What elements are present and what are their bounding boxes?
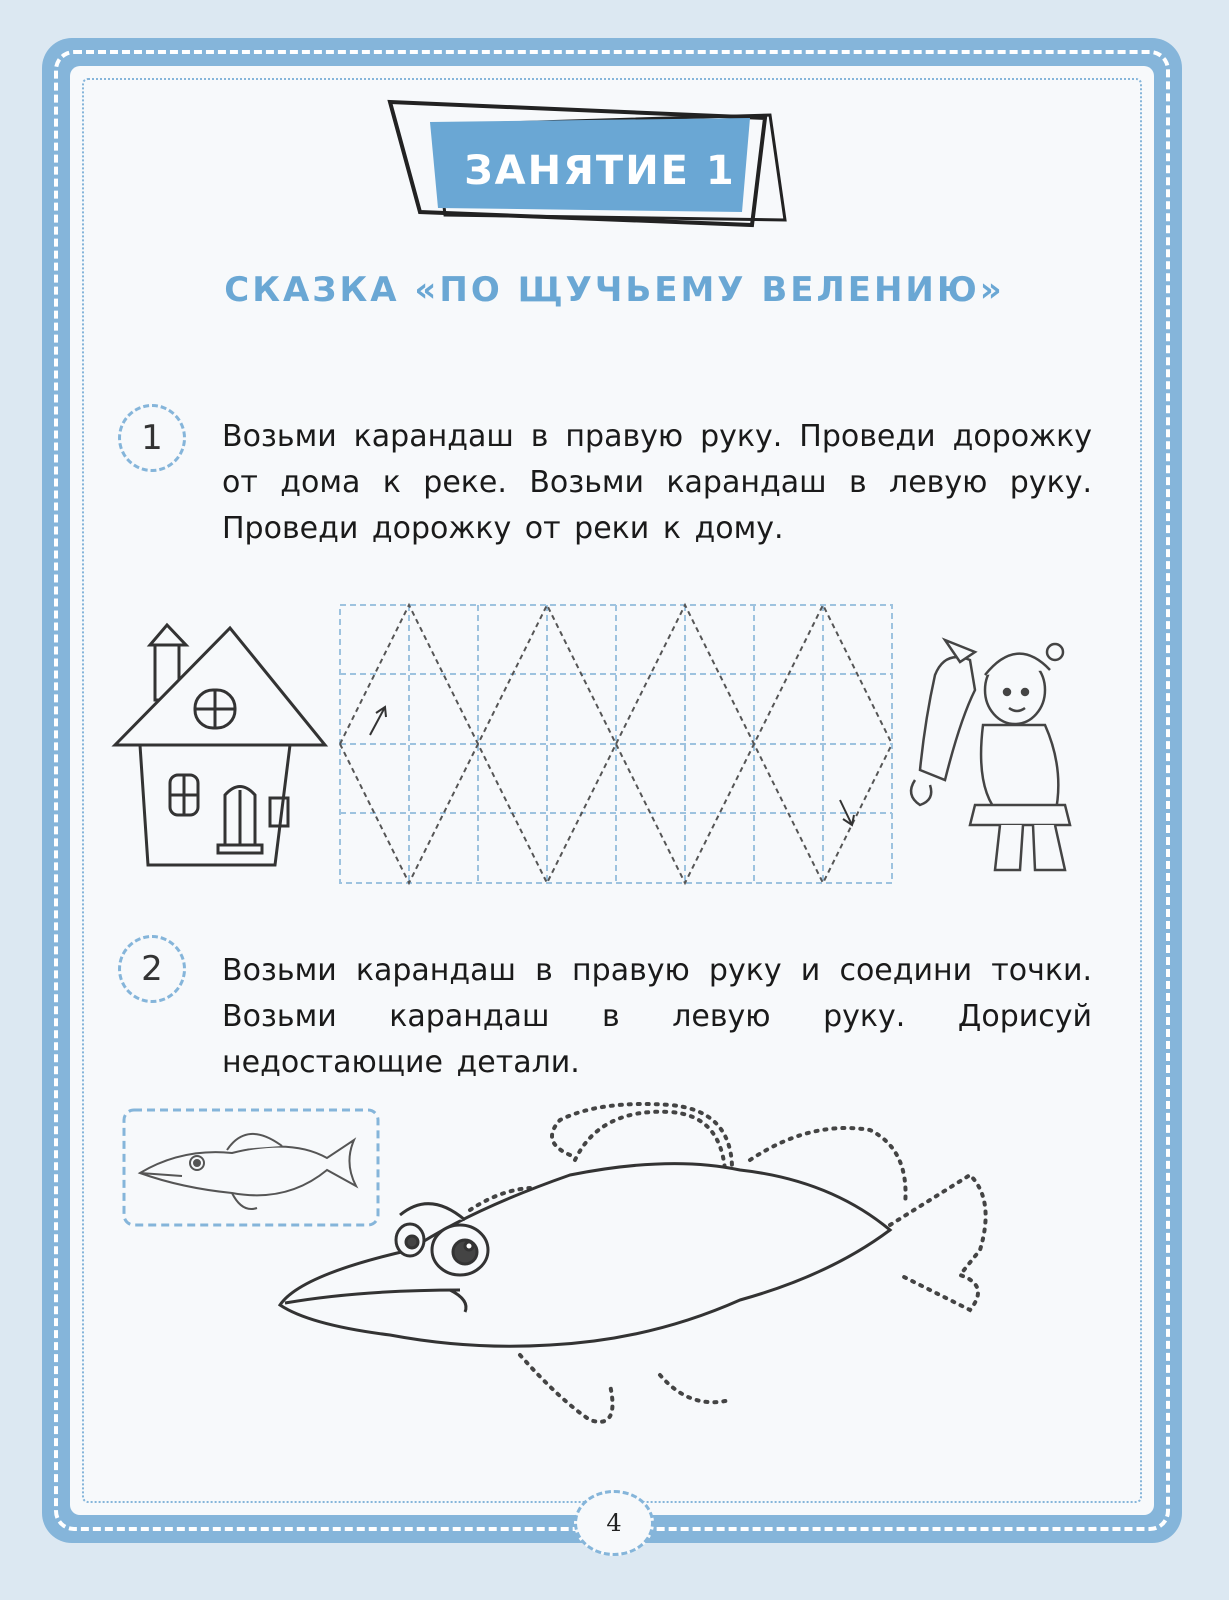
- tracing-grid: [340, 605, 900, 895]
- lesson-banner: [390, 100, 810, 230]
- task-1-text: Возьми карандаш в правую руку. Проведи дорожку от дома к реке. Возьми карандаш в левую руку. Проведи дорожку от реки к дому.: [222, 419, 1092, 546]
- house-icon: [110, 620, 330, 880]
- page-number: 4: [574, 1490, 654, 1556]
- emelya-with-pike-icon: [905, 630, 1085, 880]
- pike-dotted-icon: [270, 1100, 1010, 1440]
- task-number-1: 1: [118, 404, 186, 472]
- task-number-2: 2: [118, 935, 186, 1003]
- task-2-text: Возьми карандаш в правую руку и соедини точки. Возьми карандаш в левую руку. Дорисуй недостающие детали.: [222, 953, 1092, 1080]
- story-subtitle: СКАЗКА «ПО ЩУЧЬЕМУ ВЕЛЕНИЮ»: [224, 270, 1005, 310]
- lesson-title: ЗАНЯТИЕ 1: [464, 148, 736, 194]
